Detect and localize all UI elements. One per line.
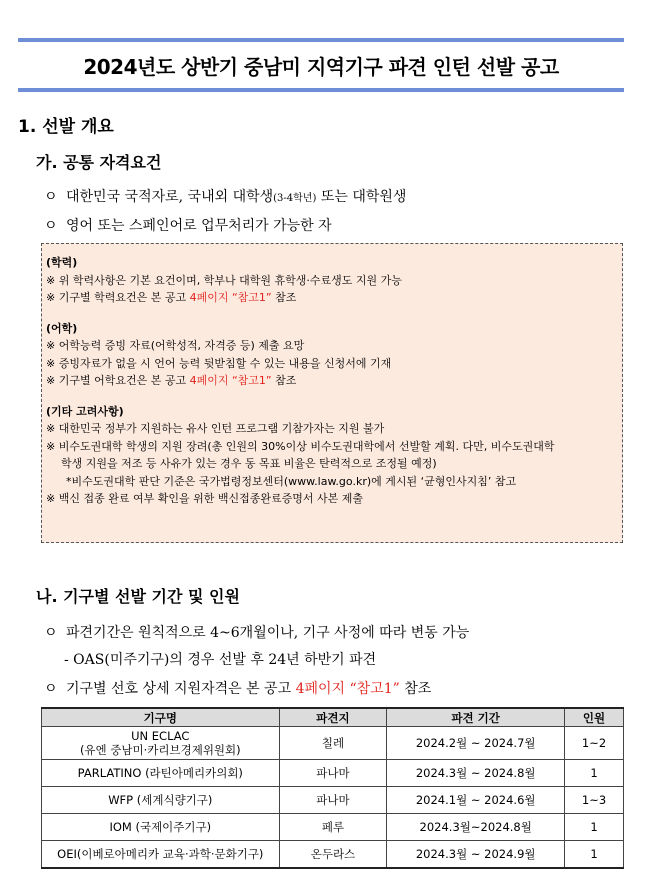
title-bar bbox=[18, 38, 624, 92]
bullet-text-small: (3-4학년) bbox=[273, 193, 317, 204]
note-line: ※ 대한민국 정부가 지원하는 유사 인턴 프로그램 기참가자는 지원 불가 bbox=[46, 422, 385, 435]
note-line-text: ※ 기구별 학력요건은 본 공고 bbox=[46, 291, 190, 304]
table-row bbox=[42, 814, 624, 841]
note-line-text: 참조 bbox=[271, 374, 297, 387]
bullet-mark: ㅇ bbox=[44, 218, 58, 234]
cell-place: 온두라스 bbox=[279, 841, 387, 869]
cell-period: 2024.3월~2024.8월 bbox=[387, 814, 565, 841]
cell-period: 2024.3월 ~ 2024.8월 bbox=[387, 760, 565, 787]
cell-period: 2024.1월 ~ 2024.6월 bbox=[387, 787, 565, 814]
column-header-period: 파견 기간 bbox=[387, 708, 565, 727]
bullet-org-requirements bbox=[44, 678, 431, 698]
section-heading-overview: 1. 선발 개요 bbox=[18, 117, 114, 137]
cell-place: 파나마 bbox=[279, 787, 387, 814]
cell-count: 1~3 bbox=[565, 787, 624, 814]
cell-org: WFP (세계식량기구) bbox=[42, 787, 280, 814]
cell-org bbox=[42, 727, 280, 760]
cell-place: 파나마 bbox=[279, 760, 387, 787]
cell-org: PARLATINO (라틴아메리카의회) bbox=[42, 760, 280, 787]
note-line bbox=[46, 372, 618, 390]
note-line-text: 참조 bbox=[271, 291, 297, 304]
org-name-detail: (유엔 중남미·카리브경제위원회) bbox=[79, 743, 241, 757]
bullet-text-post: 참조 bbox=[399, 681, 432, 697]
bullet-text: 대한민국 국적자로, 국내외 대학생 bbox=[66, 189, 274, 205]
cell-period: 2024.3월 ~ 2024.9월 bbox=[387, 841, 565, 869]
note-header: (어학) bbox=[46, 321, 78, 335]
table-header-row bbox=[42, 708, 624, 727]
note-group-language bbox=[46, 320, 618, 390]
note-line: ※ 백신 접종 완료 여부 확인을 위한 백신접종완료증명서 사본 제출 bbox=[46, 492, 363, 505]
page-title: 2024년도 상반기 중남미 지역기구 파견 인턴 선발 공고 bbox=[83, 54, 559, 79]
org-name: UN ECLAC bbox=[131, 729, 190, 743]
bullet-text: 영어 또는 스페인어로 업무처리가 가능한 자 bbox=[66, 218, 332, 234]
cell-place: 칠레 bbox=[279, 727, 387, 760]
cell-place: 페루 bbox=[279, 814, 387, 841]
cell-period: 2024.2월 ~ 2024.7월 bbox=[387, 727, 565, 760]
bullet-mark: ㅇ bbox=[44, 681, 58, 697]
bullet-dispatch-period bbox=[44, 622, 469, 642]
note-line: ※ 증빙자료가 없을 시 언어 능력 뒷받침할 수 있는 내용을 신청서에 기재 bbox=[46, 356, 392, 370]
subsection-heading-schedule: 나. 기구별 선발 기간 및 인원 bbox=[36, 587, 240, 606]
requirements-note-box bbox=[41, 243, 623, 543]
sub-note-oas: - OAS(미주기구)의 경우 선발 후 24년 하반기 파견 bbox=[64, 652, 377, 668]
organization-table bbox=[41, 707, 624, 869]
note-line-continued: 학생 지원을 저조 등 사유가 있는 경우 동 목표 비율은 탄력적으로 조정될 예정) bbox=[61, 457, 437, 470]
table-row bbox=[42, 760, 624, 787]
bullet-nationality bbox=[44, 186, 406, 206]
note-group-other bbox=[46, 403, 618, 508]
note-line: ※ 위 학력사항은 기본 요건이며, 학부나 대학원 휴학생·수료생도 지원 가능 bbox=[46, 273, 402, 287]
note-line-footnote: *비수도권대학 판단 기준은 국가법령정보센터(www.law.go.kr)에 게시된 ‘균형인사지침’ 참고 bbox=[66, 474, 517, 488]
column-header-count: 인원 bbox=[565, 708, 624, 727]
column-header-place: 파견지 bbox=[279, 708, 387, 727]
note-header: (학력) bbox=[46, 256, 78, 269]
cell-count: 1~2 bbox=[565, 727, 624, 760]
table-row bbox=[42, 841, 624, 869]
table-row bbox=[42, 787, 624, 814]
note-line bbox=[46, 289, 618, 307]
cell-count: 1 bbox=[565, 814, 624, 841]
cell-org: OEI(이베로아메리카 교육·과학·문화기구) bbox=[42, 841, 280, 869]
cell-count: 1 bbox=[565, 841, 624, 869]
bullet-text-post: 또는 대학원생 bbox=[316, 189, 407, 205]
table-row bbox=[42, 727, 624, 760]
cell-count: 1 bbox=[565, 760, 624, 787]
bullet-text: 기구별 선호 상세 지원자격은 본 공고 bbox=[66, 681, 296, 697]
note-header: (기타 고려사항) bbox=[46, 404, 124, 418]
reference-link-text: 4페이지 “참고1” bbox=[189, 291, 272, 304]
note-group-academic bbox=[46, 254, 618, 307]
subsection-heading-eligibility: 가. 공통 자격요건 bbox=[36, 153, 162, 172]
reference-link-text: 4페이지 “참고1” bbox=[189, 374, 272, 387]
cell-org: IOM (국제이주기구) bbox=[42, 814, 280, 841]
note-line: ※ 어학능력 증빙 자료(어학성적, 자격증 등) 제출 요망 bbox=[46, 339, 305, 352]
column-header-org: 기구명 bbox=[42, 708, 280, 727]
bullet-text: 파견기간은 원칙적으로 4~6개월이나, 기구 사정에 따라 변동 가능 bbox=[66, 625, 470, 641]
bullet-mark: ㅇ bbox=[44, 189, 58, 205]
note-line: ※ 비수도권대학 학생의 지원 장려(총 인원의 30%이상 비수도권대학에서 선발할 계획. 다만, 비수도권대학 bbox=[46, 439, 555, 453]
bullet-mark: ㅇ bbox=[44, 625, 58, 641]
reference-link-text: 4페이지 “참고1” bbox=[295, 681, 400, 697]
bullet-language bbox=[44, 215, 332, 235]
note-line-text: ※ 기구별 어학요건은 본 공고 bbox=[46, 374, 190, 387]
